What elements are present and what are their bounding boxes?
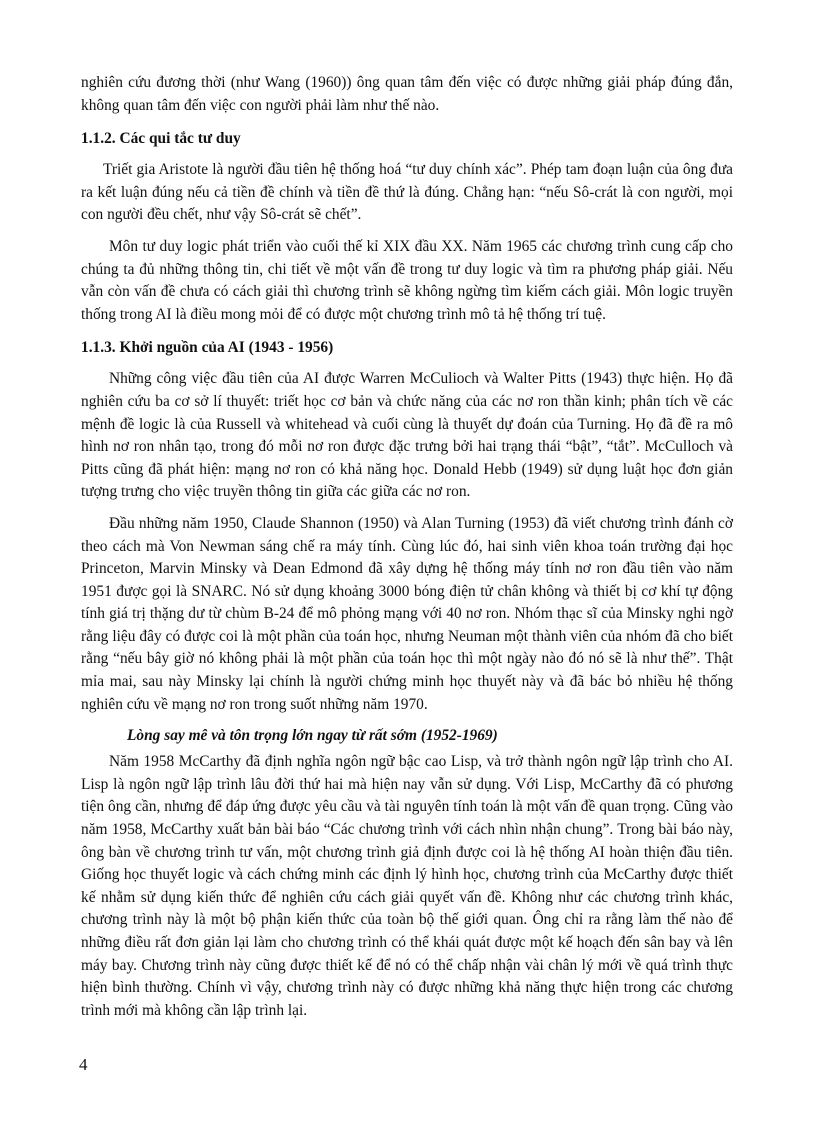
paragraph-shannon: Đầu những năm 1950, Claude Shannon (1950) và Alan Turning (1953) đã viết chương trình đánh cờ theo cách mà Von Newman sáng chế ra máy tính. Cùng lúc đó, hai sinh viên khoa toán trường đại học Princeton, Marvin Minsky và Dean Edmond đã xây dựng hệ thống máy tính nơ ron đầu tiên vào năm 1951 được gọi là SNARC. Nó sử dụng khoảng 3000 bóng điện tử chân không và thiết bị cơ khí tự động tính giá trị thặng dư từ chùm B-24 để mô phỏng mạng với 40 nơ ron. Nhóm thạc sĩ của Minsky nghi ngờ rằng liệu đây có được coi là một phần của toán học, nhưng Neuman một thành viên của nhóm đã cho biết rằng “nếu bây giờ nó không phải là một phần của toán học thì một ngày nào đó nó sẽ là như thế”. Thật mỉa mai, sau này Minsky lại chính là người chứng minh học thuyết này và đã bác bỏ nhiều hệ thống nghiên cứu về mạng nơ ron trong suốt những năm 1970. [81, 514, 733, 713]
paragraph-aristote: Triết gia Aristote là người đầu tiên hệ thống hoá “tư duy chính xác”. Phép tam đoạn luận của ông đưa ra kết luận đúng nếu cả tiền đề chính và tiền đề thứ là đúng. Chẳng hạn: “nếu Sô-crát là con người, mọi con người đều chết, như vậy Sô-crát sẽ chết”. [81, 161, 733, 224]
subsection-heading-italic: Lòng say mê và tôn trọng lớn ngay từ rất sớm (1952-1969) [127, 727, 498, 745]
section-heading-1-1-3: 1.1.3. Khởi nguồn của AI (1943 - 1956) [81, 339, 334, 357]
section-heading-1-1-2: 1.1.2. Các qui tắc tư duy [81, 130, 241, 148]
paragraph-logic: Môn tư duy logic phát triển vào cuối thế kỉ XIX đầu XX. Năm 1965 các chương trình cung cấp cho chúng ta đủ những thông tin, chi tiết về một vấn đề trong tư duy logic và tìm ra phương pháp giải. Nếu vẫn còn vấn đề chưa có cách giải thì chương trình sẽ không ngừng tìm kiếm cách giải. Môn logic truyền thống trong AI là điều mong mỏi để có được một chương trình mô tả hệ thống trí tuệ. [81, 237, 733, 323]
page-content [81, 72, 733, 1031]
paragraph-continued: nghiên cứu đương thời (như Wang (1960)) ông quan tâm đến việc có được những giải pháp đúng đắn, không quan tâm đến việc con người phải làm như thế nào. [81, 74, 733, 114]
page-number: 4 [79, 1055, 88, 1074]
paragraph-mccarthy: Năm 1958 McCarthy đã định nghĩa ngôn ngữ bậc cao Lisp, và trở thành ngôn ngữ lập trình cho AI. Lisp là ngôn ngữ lập trình lâu đời thứ hai mà hiện nay vẫn sử dụng. Với Lisp, McCarthy đã có phương tiện ông cần, nhưng để đáp ứng được yêu cầu và tài nguyên tính toán là một vấn đề quan trọng. Cũng vào năm 1958, McCarthy xuất bản bài báo “Các chương trình với cách nhìn nhận chung”. Trong bài báo này, ông bàn về chương trình tư vấn, một chương trình giả định được coi là hệ thống AI hoàn thiện đầu tiên. Giống học thuyết logic và cách chứng minh các định lý hình học, chương trình của McCarthy được thiết kế nhằm sử dụng kiến thức để nghiên cứu cách giải quyết vấn đề. Không như các chương trình khác, chương trình này là một bộ phận kiến thức của toàn bộ thế giới quan. Ông chỉ ra rằng làm thế nào để những điều rất đơn giản lại làm cho chương trình có thể khái quát được một kế hoạch đến sân bay và lên máy bay. Chương trình này cũng được thiết kế để nó có thể chấp nhận vài chân lý mới về quá trình thực hiện bình thường. Chính vì vậy, chương trình này có được những khả năng thực hiện trong các chương trình mới mà không cần lập trình lại. [81, 753, 733, 1019]
paragraph-mcculloch: Những công việc đầu tiên của AI được Warren McCulioch và Walter Pitts (1943) thực hiện. Họ đã nghiên cứu ba cơ sở lí thuyết: triết học cơ bản và chức năng của các nơ ron thần kinh; phân tích về các mệnh đề logic là của Russell và whitehead và cuối cùng là thuyết dự đoán của Turning. Họ đã đề ra mô hình nơ ron nhân tạo, trong đó mỗi nơ ron được đặc trưng bởi hai trạng thái “bật”, “tắt”. McCulloch và Pitts cũng đã phát hiện: mạng nơ ron có khả năng học. Donald Hebb (1949) sử dụng luật học đơn giản tượng trưng cho việc truyền thông tin giữa các giữa các nơ ron. [81, 370, 733, 501]
